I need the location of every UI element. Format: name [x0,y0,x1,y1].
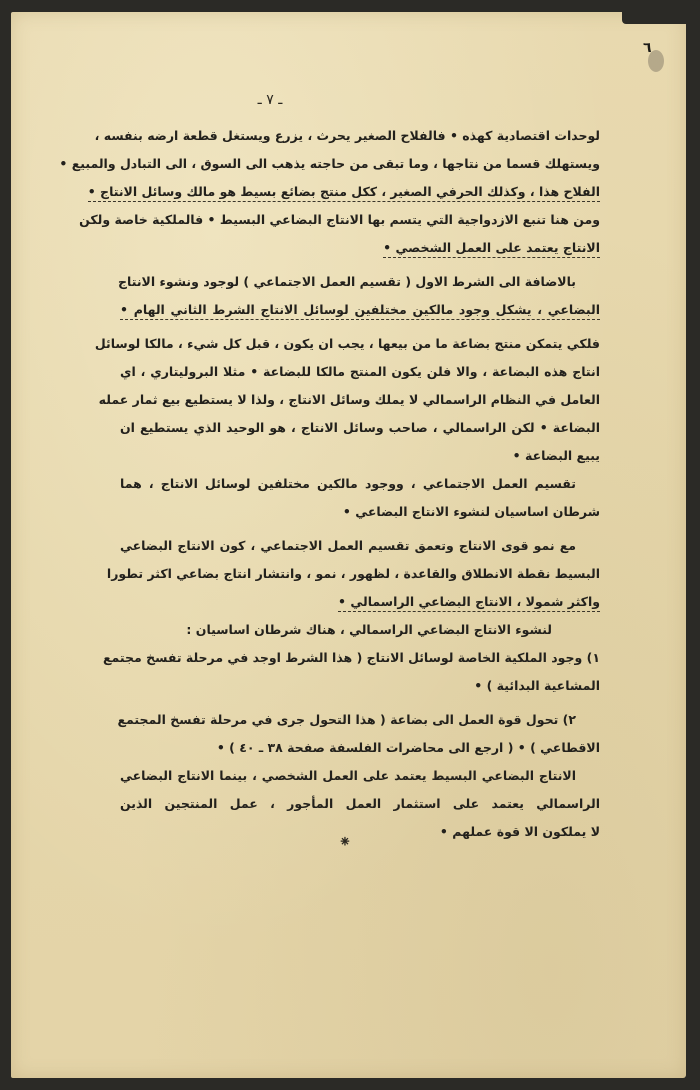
list-item-2-line-2: الاقطاعي ) • ( ارجع الى محاضرات الفلسفة صفحة ٣٨ ـ ٤٠ ) • [216,740,600,755]
page-number: ـ ٧ ـ [257,92,283,108]
paragraph-3-line-1: فلكي يتمكن منتج بضاعة ما من بيعها ، يجب ان يكون ، قبل كل شيء ، مالكا لوسائل [94,336,600,351]
paper-torn-corner [622,12,686,24]
paragraph-5-line-1: مع نمو قوى الانتاج وتعمق تقسيم العمل الاجتماعي ، كون الانتاج البضاعي [120,538,576,553]
paragraph-1-line-4: ومن هنا تنبع الازدواجية التي يتسم بها الانتاج البضاعي البسيط • فالملكية خاصة ولكن [79,212,600,227]
document-body [59,122,600,846]
paragraph-1-line-5 [120,234,600,262]
paragraph-3-line-5: يبيع البضاعة • [512,448,600,463]
paragraph-3-line-4: البضاعة • لكن الراسمالي ، صاحب وسائل الانتاج ، هو الوحيد الذي يستطيع ان [120,420,600,435]
corner-mark: ٦ [643,40,652,56]
paragraph-5-line-3 [120,588,600,616]
paragraph-6-line-1: لنشوء الانتاج البضاعي الراسمالي ، هناك شرطان اساسيان : [186,622,552,637]
paragraph-1-line-3 [87,178,600,206]
underlined-text: الفلاح هذا ، وكذلك الحرفي الصغير ، ككل منتج بضائع بسيط هو مالك وسائل الانتاج • [88,184,600,202]
paragraph-3-line-2: انتاج هذه البضاعة ، والا فلن يكون المنتج مالكا للبضاعة • مثلا البروليتاري ، اي [120,364,600,379]
paragraph-9-line-3: لا يملكون الا قوة عملهم • [439,824,600,839]
paragraph-5-line-2: البسيط نقطة الانطلاق والقاعدة ، لظهور ، نمو ، وانتشار انتاج بضاعي اكثر تطورا [106,566,600,581]
underlined-text: الانتاج يعتمد على العمل الشخصي • [383,240,600,258]
paragraph-9-line-2: الراسمالي يعتمد على استثمار العمل المأجور ، عمل المنتجين الذين [120,796,600,811]
paragraph-4-line-1: تقسيم العمل الاجتماعي ، ووجود مالكين مختلفين لوسائل الانتاج ، هما [120,476,576,491]
list-item-2-line-1: ٢) تحول قوة العمل الى بضاعة ( هذا التحول جرى في مرحلة تفسخ المجتمع [117,712,576,727]
paragraph-1-line-1: لوحدات اقتصادية كهذه • فالفلاح الصغير يحرث ، يزرع ويستغل قطعة ارضه بنفسه ، [94,128,600,143]
underlined-text: البضاعي ، يشكل وجود مالكين مختلفين لوسائل الانتاج الشرط الثاني الهام • [120,302,600,320]
paragraph-9-line-1: الانتاج البضاعي البسيط يعتمد على العمل الشخصي ، بينما الانتاج البضاعي [120,768,576,783]
paragraph-4-line-2: شرطان اساسيان لنشوء الانتاج البضاعي • [342,504,600,519]
paragraph-1-line-2: ويستهلك قسما من نتاجها ، وما تبقى من حاجته يذهب الى السوق ، الى التبادل والمبيع • [59,156,600,171]
paragraph-2-line-2 [120,296,600,324]
list-item-1-line-2: المشاعية البدائية ) • [474,678,600,693]
underlined-text: واكثر شمولا ، الانتاج البضاعي الراسمالي • [338,594,600,612]
list-item-1-line-1: ١) وجود الملكية الخاصة لوسائل الانتاج ( هذا الشرط اوجد في مرحلة تفسخ مجتمع [102,650,600,665]
paragraph-3-line-3: العامل في النظام الراسمالي لا يملك وسائل الانتاج ، ولذا لا يستطيع بيع ثمار عمله [98,392,600,407]
paper-edge-tear [686,60,689,72]
paragraph-2-line-1: بالاضافة الى الشرط الاول ( تقسيم العمل الاجتماعي ) لوجود ونشوء الانتاج [118,274,576,289]
section-end-mark: ⁕ [338,832,352,851]
